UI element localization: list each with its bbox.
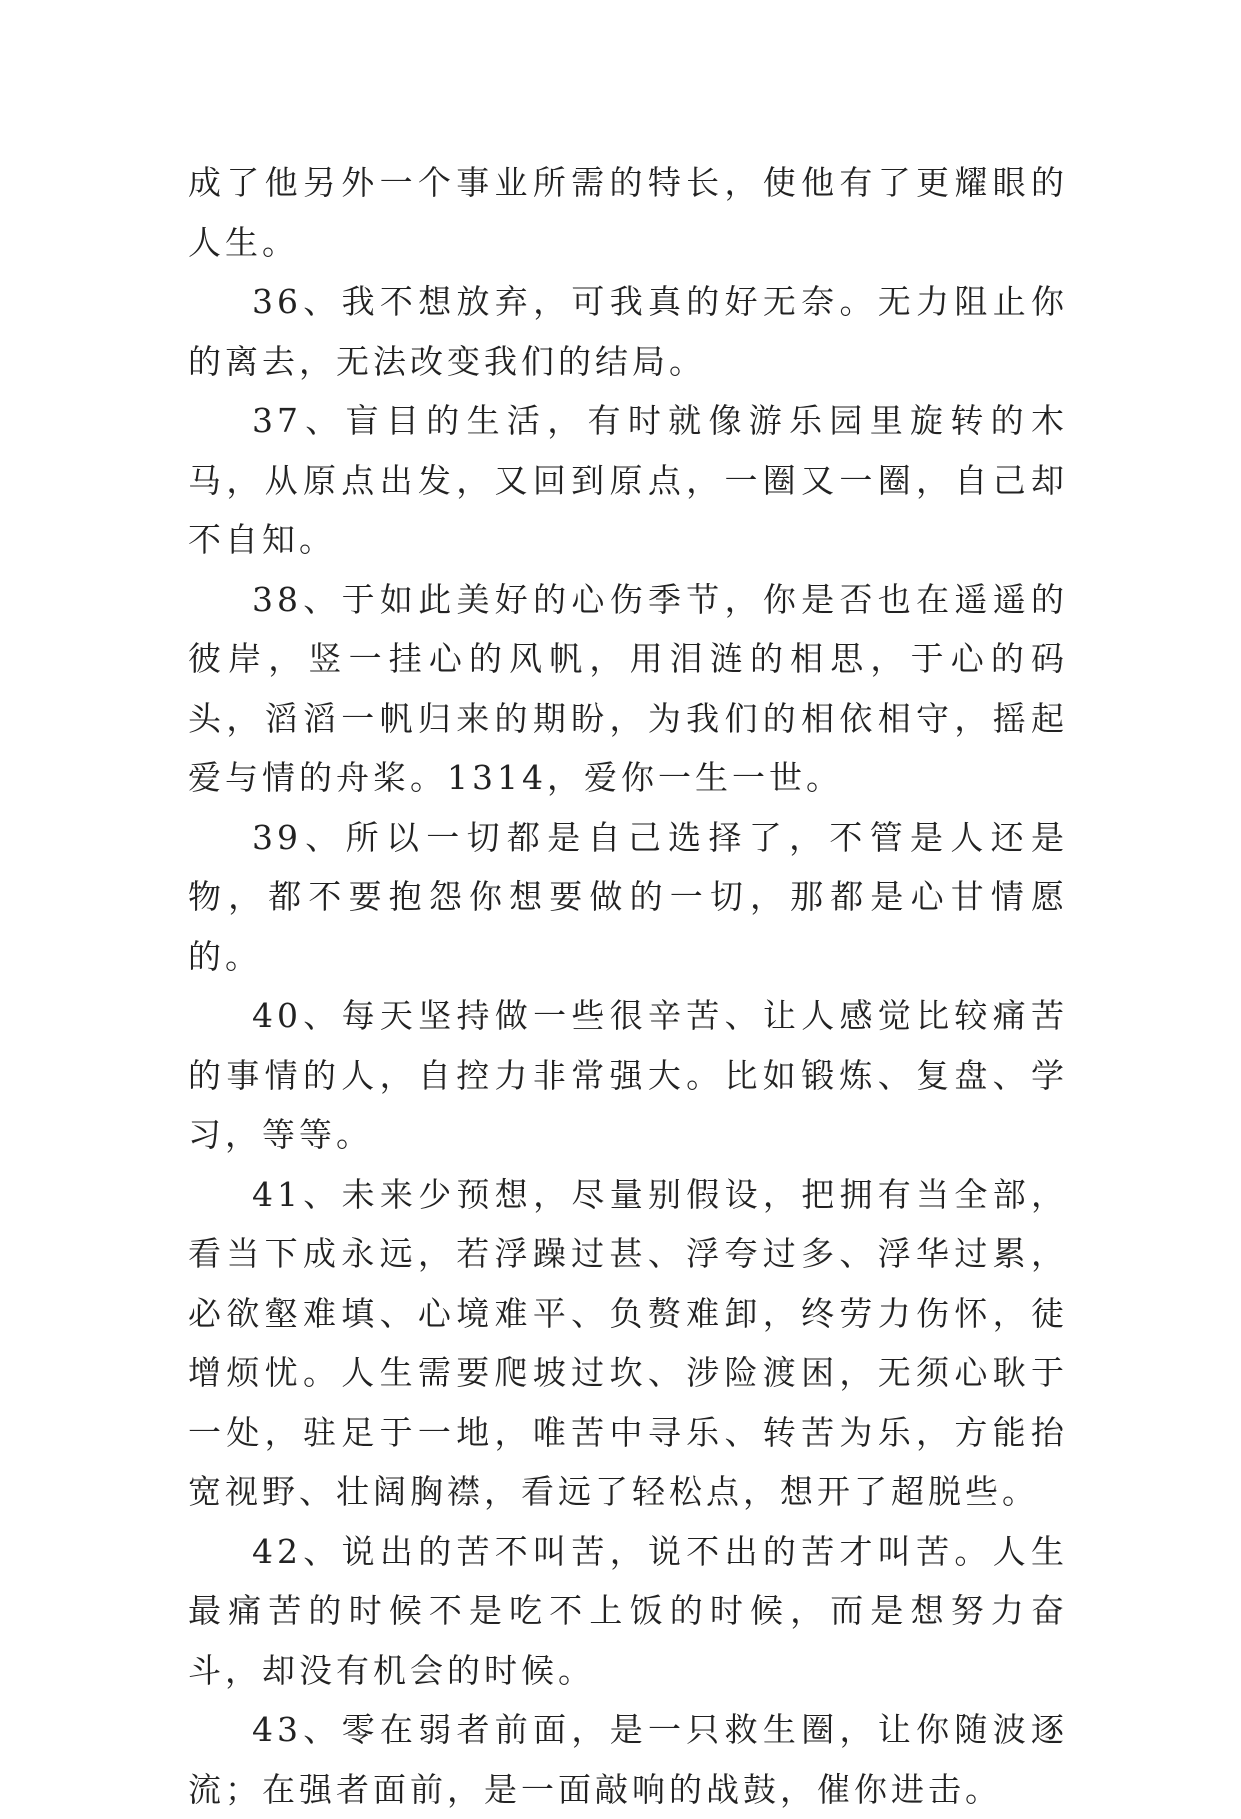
paragraph-37: 37、盲目的生活，有时就像游乐园里旋转的木马，从原点出发，又回到原点，一圈又一圈，自己却不自知。 (188, 401, 1068, 559)
paragraph-40: 40、每天坚持做一些很辛苦、让人感觉比较痛苦的事情的人，自控力非常强大。比如锻炼、复盘、学习，等等。 (188, 996, 1068, 1154)
paragraph-38: 38、于如此美好的心伤季节，你是否也在遥遥的彼岸，竖一挂心的风帆，用泪涟的相思，于心的码头，滔滔一帆归来的期盼，为我们的相依相守，摇起爱与情的舟桨。1314，爱你一生一世。 (188, 579, 1068, 797)
paragraph-36: 36、我不想放弃，可我真的好无奈。无力阻止你的离去，无法改变我们的结局。 (188, 282, 1068, 381)
paragraph-43: 43、零在弱者前面，是一只救生圈，让你随波逐流；在强者面前，是一面敲响的战鼓，催你进击。 (188, 1710, 1068, 1809)
document-body (188, 153, 1068, 1819)
paragraph-continuation: 成了他另外一个事业所需的特长，使他有了更耀眼的人生。 (188, 163, 1068, 262)
paragraph-39: 39、所以一切都是自己选择了，不管是人还是物，都不要抱怨你想要做的一切，那都是心甘情愿的。 (188, 817, 1068, 976)
paragraph-42: 42、说出的苦不叫苦，说不出的苦才叫苦。人生最痛苦的时候不是吃不上饭的时候，而是想努力奋斗，却没有机会的时候。 (188, 1531, 1068, 1690)
paragraph-41: 41、未来少预想，尽量别假设，把拥有当全部，看当下成永远，若浮躁过甚、浮夸过多、浮华过累，必欲壑难填、心境难平、负赘难卸，终劳力伤怀，徒增烦忧。人生需要爬坡过坎、涉险渡困，无须心耿于一处，驻足于一地，唯苦中寻乐、转苦为乐，方能抬宽视野、壮阔胸襟，看远了轻松点，想开了超脱些。 (188, 1174, 1068, 1511)
